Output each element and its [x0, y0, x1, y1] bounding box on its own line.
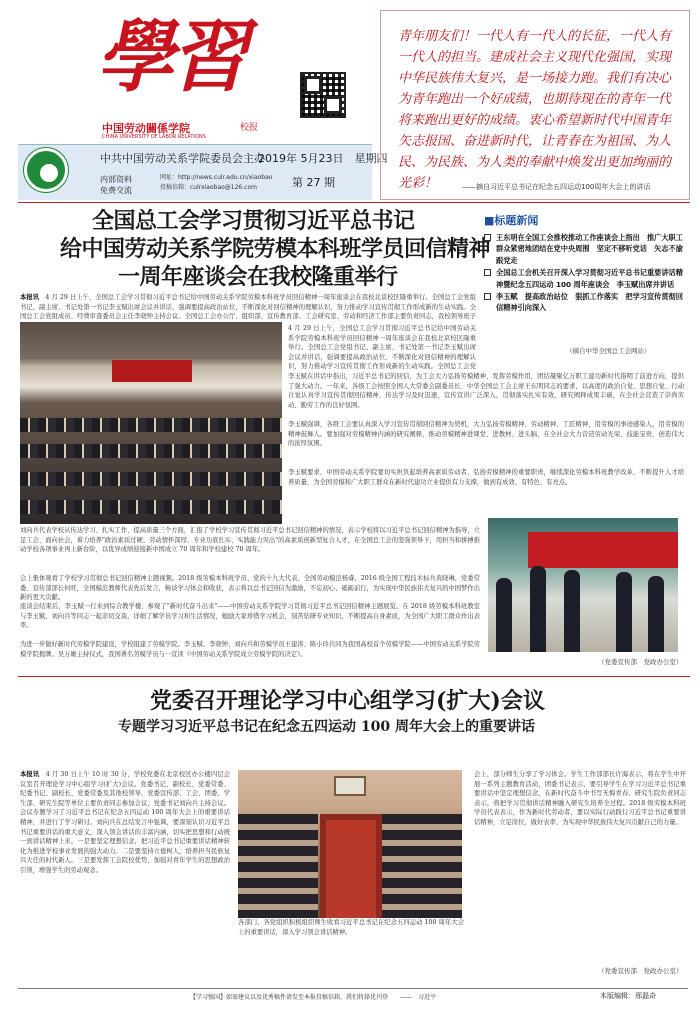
photo3-caption: 各部门、各党组织积极组织师生收看习近平总书记在纪念五四运动 100 周年大会上的重要讲话，深入学习领会讲话精神。: [238, 919, 464, 936]
qr-code-icon: [300, 72, 346, 118]
issue-number: 第 27 期: [292, 176, 335, 189]
story2-lead: 本报讯: [20, 771, 46, 778]
story1-paragraph-a: [20, 293, 476, 323]
person: [564, 570, 580, 652]
person: [616, 572, 632, 652]
school-name: 中国劳动關係学院: [102, 122, 190, 135]
submission-email[interactable]: 投稿信箱：culrxiaobao@126.com: [160, 184, 257, 191]
headline-news-credit: （摘自中华全国总工会网站）: [566, 347, 651, 355]
story1-headline-line-3: 一周年座谈会在我校隆重举行: [118, 264, 398, 290]
internal-line-1: 内部资料: [100, 175, 132, 184]
person: [648, 576, 664, 652]
story1-paragraph-f: 会上集体观看了学校学习贯彻总书记回信精神主题视频。2018 级劳模本科班学员、党的十九大代表、全国劳动模范杨睿，2016 级全国工程技术标兵黄晓琳，党委常委、宣传部部长何旺，全国模范教师代表先后发言，畅谈学习体会和收获，表示将以总书记回信为激励，不忘初心、砥砺前行，为实现中华民族伟大复兴的中国梦作出新的更大贡献。: [20, 575, 480, 602]
photo2-caption: （党委宣传部 党政办公室）: [598, 658, 683, 666]
issue-date: 2019年 5月23日 星期四: [258, 152, 388, 165]
story1-text-a: 4 月 29 日上午，全国总工会学习贯彻习近平总书记给中国劳动关系学院劳模本科班学员回信精神一周年座谈会在我校北京校区隆重举行。全国总工会党组书记、副主席、书记处第一书记李玉赋出席会议并讲话，强调要提高政治站位，不断深化对回信精神的理解认识，努力推动学习宣传贯彻工作形成新的生动实践。全国总工会党组成员、经费审查委员会主任李晓钟主持会议。全国总工会办公厅、组织部、宣传教育部、工会研究室、劳动和经济工作部主要负责同志，我校领导班子: [20, 294, 476, 321]
headline-news-heading: ■标题新闻: [484, 214, 539, 227]
audience-row: [20, 500, 282, 514]
audience-row: [20, 444, 282, 458]
attendees-left: [238, 814, 318, 918]
headline-news-text: 王东明在全国工会推校推动工作座谈会上指出 推广大职工群众紧密地团结在党中央周围 坚定不移听党话 矢志不渝跟党走: [496, 233, 683, 265]
story2-photo-meeting: [238, 770, 462, 918]
audience-row: [20, 472, 282, 486]
page-editor: 本版编辑：邢磊奇: [600, 992, 656, 1000]
union-emblem-icon: [24, 148, 68, 192]
story2-headline: 党委召开理论学习中心组学习(扩大)会议: [150, 688, 545, 714]
story1-headline-line-2: 给中国劳动关系学院劳模本科班学员回信精神: [60, 236, 491, 262]
paper-kind: 校报: [240, 123, 259, 133]
story2-credit: （党委宣传部 党政办公室）: [598, 967, 683, 975]
headline-news-item[interactable]: [484, 291, 684, 314]
footer-divider: [18, 988, 688, 989]
story1-paragraph-a-cont: 4 月 29 日上午，全国总工会学习贯彻习近平总书记给中国劳动关系学院劳模本科班学员回信精神一周年座谈会在我校北京校区隆重举行。全国总工会党组书记、副主席、书记处第一书记李玉赋出席会议并讲话，强调要提高政治站位，不断深化对回信精神的理解认识，努力推动学习宣传贯彻工作形成新的生动实践。全国总工会党: [288, 325, 476, 371]
story2-subheadline: 专题学习习近平总书记在纪念五四运动 100 周年大会上的重要讲话: [118, 719, 535, 735]
divider: [18, 202, 690, 203]
school-name-en: CHINA UNIVERSITY OF LABOR RELATIONS: [102, 134, 206, 140]
web-url[interactable]: 网址：http://news.culr.edu.cn/xiaobao: [160, 174, 273, 181]
internal-note: [100, 174, 132, 196]
headline-news-item[interactable]: [484, 232, 684, 266]
story1-paragraph-d: 李玉赋要求，中国劳动关系学院要切实担负起培养高素质劳动者、弘扬劳模精神的重要职责，继续深化劳模本科班教学改革，不断提升人才培养质量，为全国劳模和广大职工群众在新时代建功立业提供有力支撑，做到有成效、有特色、有亮点。: [288, 469, 684, 486]
story1-paragraph-h: 为进一步做好新时代劳模学院建设，学校组建了劳模学院。李玉赋、李晓钟、刘向兵和劳模学员王建涛、陈小玲共同为我国高校首个劳模学院——中国劳动关系学院劳模学院揭牌。吴万雄主持仪式，我国著名劳模学员与一宣读《中国劳动关系学院成立劳模学院的决定》。: [20, 641, 480, 658]
web-info: [160, 173, 272, 193]
story1-paragraph-b: 李玉赋在讲话中指出，习近平总书记的回信，为工会大力弘扬劳模精神、发挥劳模作用，团结凝聚亿万职工建功新时代指明了前进方向，提供了强大动力。一年来，各级工会按照全国人大常委会副委员长、中华全国总工会主席王东明同志的要求，以高度的政治自觉、思想自觉、行动自觉认真学习宣传贯彻回信精神，传达学习及时迅速，宣传宣讲广泛深入，贯彻落实扎实有效，研究阐释成果丰硕，在全社会营造了崇尚劳动、勤劳工作的良好氛围。: [288, 373, 684, 409]
person: [496, 578, 512, 652]
attendees-right: [382, 814, 462, 918]
divider: [18, 676, 690, 677]
audience-row: [20, 418, 282, 432]
story2-column-2: 会上，部分师生分享了学习体会。学生工作部部长许海表示，将在学生中开展一系列主题教育活动，团委书记表示，要引导学生在学习习近平总书记重要讲话中坚定理想信念，在新时代奋斗中书写无悔青春。研究生院负责同志表示，将把学习贯彻讲话精神融入研究生培养全过程。2018 级劳模本科班学员代表表示，作为新时代劳动者，要以实际行动践行习近平总书记重要讲话精神，立足岗位，做好表率，为实现中华民族伟大复兴贡献自己的力量。: [474, 771, 686, 826]
internal-line-2: 免费交流: [100, 186, 132, 195]
story1-photo-unveiling: [488, 518, 678, 652]
story1-paragraph-e: 刘向兵代表学校从传达学习、扎实工作、提高质量三个方面，汇报了学校学习宣传贯彻习近平总书记回信精神的情况，表示学校将以习近平总书记回信精神为指导，立足工会、面向社会，着力培养"政治素质过硬、劳动情怀深厚、专业功底扎实、实践能力突出"的高素质创新型复合人才，在全国总工会的坚强领导下，用担当和拼搏推动学校各项事业再上新台阶，以优异成绩迎接新中国成立 70 周年和学校建校 70 周年。: [20, 527, 480, 554]
stage-banner: [112, 360, 192, 382]
story2-column-1: [20, 770, 230, 986]
story2-text-1: 4 月 30 日上午 10 时 30 分，学校党委在北京校区办公楼四层会议室召开理论学习中心组学习(扩大)会议。党委书记、副校长、党委常委、纪委书记、副校长、党委常委及其他校领导，党委宣传部、工会、团委、学生部、研究生院等单位主要负责同志参加会议，党委书记刘向兵主持会议。会议专题学习了习近平总书记在纪念五四运动 100 周年大会上的重要讲话精神，并进行了学习研讨。刘向兵在总结发言中强调，要深刻认识习近平总书记重要讲话的重大意义，深入领会讲话的丰富内涵，切实把思想和行动统一到讲话精神上来。一是要坚定理想信念，把习近平总书记重要讲话精神转化为推进学校事业发展的强大动力。二是要坚持立德树人，培养担当民族复兴大任的时代新人。三是要发挥工会院校优势，加强对青年学生的思想政治引领，增强学生的劳动观念。: [20, 771, 230, 874]
checkbox-icon: [484, 293, 491, 300]
story1-photo-meeting: [20, 322, 282, 524]
headline-news-list: [484, 232, 684, 315]
tv-screen: [334, 776, 366, 796]
unveiling-banner: [528, 532, 678, 568]
quote-text: 青年朋友们！一代人有一代人的长征，一代人有一代人的担当。建成社会主义现代化强国，实现中华民族伟大复兴，是一场接力跑。我们有决心为青年跑出一个好成绩，也期待现在的青年一代将来跑出更好的成绩。衷心希望新时代中国青年矢志报国、奋进新时代，让青春在为祖国、为人民、为民族、为人类的奉献中焕发出更加绚丽的光彩！: [398, 29, 672, 191]
headline-news-text: 李玉赋 提高政治站位 狠抓工作落实 把学习宣传贯彻回信精神引向深入: [496, 292, 683, 313]
sponsor-line: 中共中国劳动关系学院委员会主办: [100, 152, 265, 165]
checkbox-icon: [484, 234, 491, 241]
footer-note: 【学习强国】如需建议以及优秀稿件请发至本报投稿信箱，我们将择优刊登 —— 习近平: [190, 994, 437, 1001]
headline-news-text: 全国总工会机关召开深入学习贯彻习近平总书记重要讲话精神暨纪念五四运动 100 周年座谈会 李玉赋出席并讲话: [496, 268, 683, 289]
masthead-title: 學習: [96, 12, 245, 103]
quote-source: ——摘自习近平总书记在纪念五四运动100周年大会上的讲话: [462, 183, 651, 191]
story1-headline-line-1: 全国总工会学习贯彻习近平总书记: [92, 208, 415, 234]
story1-paragraph-g: 座谈会结束后，李玉赋一行来到综合教学楼，参观了"新时代奋斗出来"——中国劳动关系学院学习贯彻习近平总书记回信精神主题展览，在 2018 级劳模本科班教室与李玉赋、刘向兵等同志一起亲切交谈，详细了解学员学习和生活情况，勉励大家珍惜学习机会，刻苦钻研专业知识，不断提高自身素质，为全国广大职工群众作出表率。: [20, 603, 480, 630]
story1-paragraph-c: 李玉赋强调，各级工会要认真深入学习宣传贯彻回信精神为契机，大力弘扬劳模精神、劳动精神、工匠精神，用劳模的事迹感染人，用劳模的精神鼓舞人。要加强对劳模精神内涵的研究阐释，推动劳模精神进课堂、进教材、进头脑，在全社会大力营造劳动光荣、技能宝贵、创造伟大的浓厚氛围。: [288, 421, 684, 448]
person: [530, 566, 546, 652]
story1-lead: 本报讯: [20, 294, 46, 301]
table-cloth: [326, 820, 376, 918]
headline-news-item[interactable]: [484, 267, 684, 290]
checkbox-icon: [484, 269, 491, 276]
